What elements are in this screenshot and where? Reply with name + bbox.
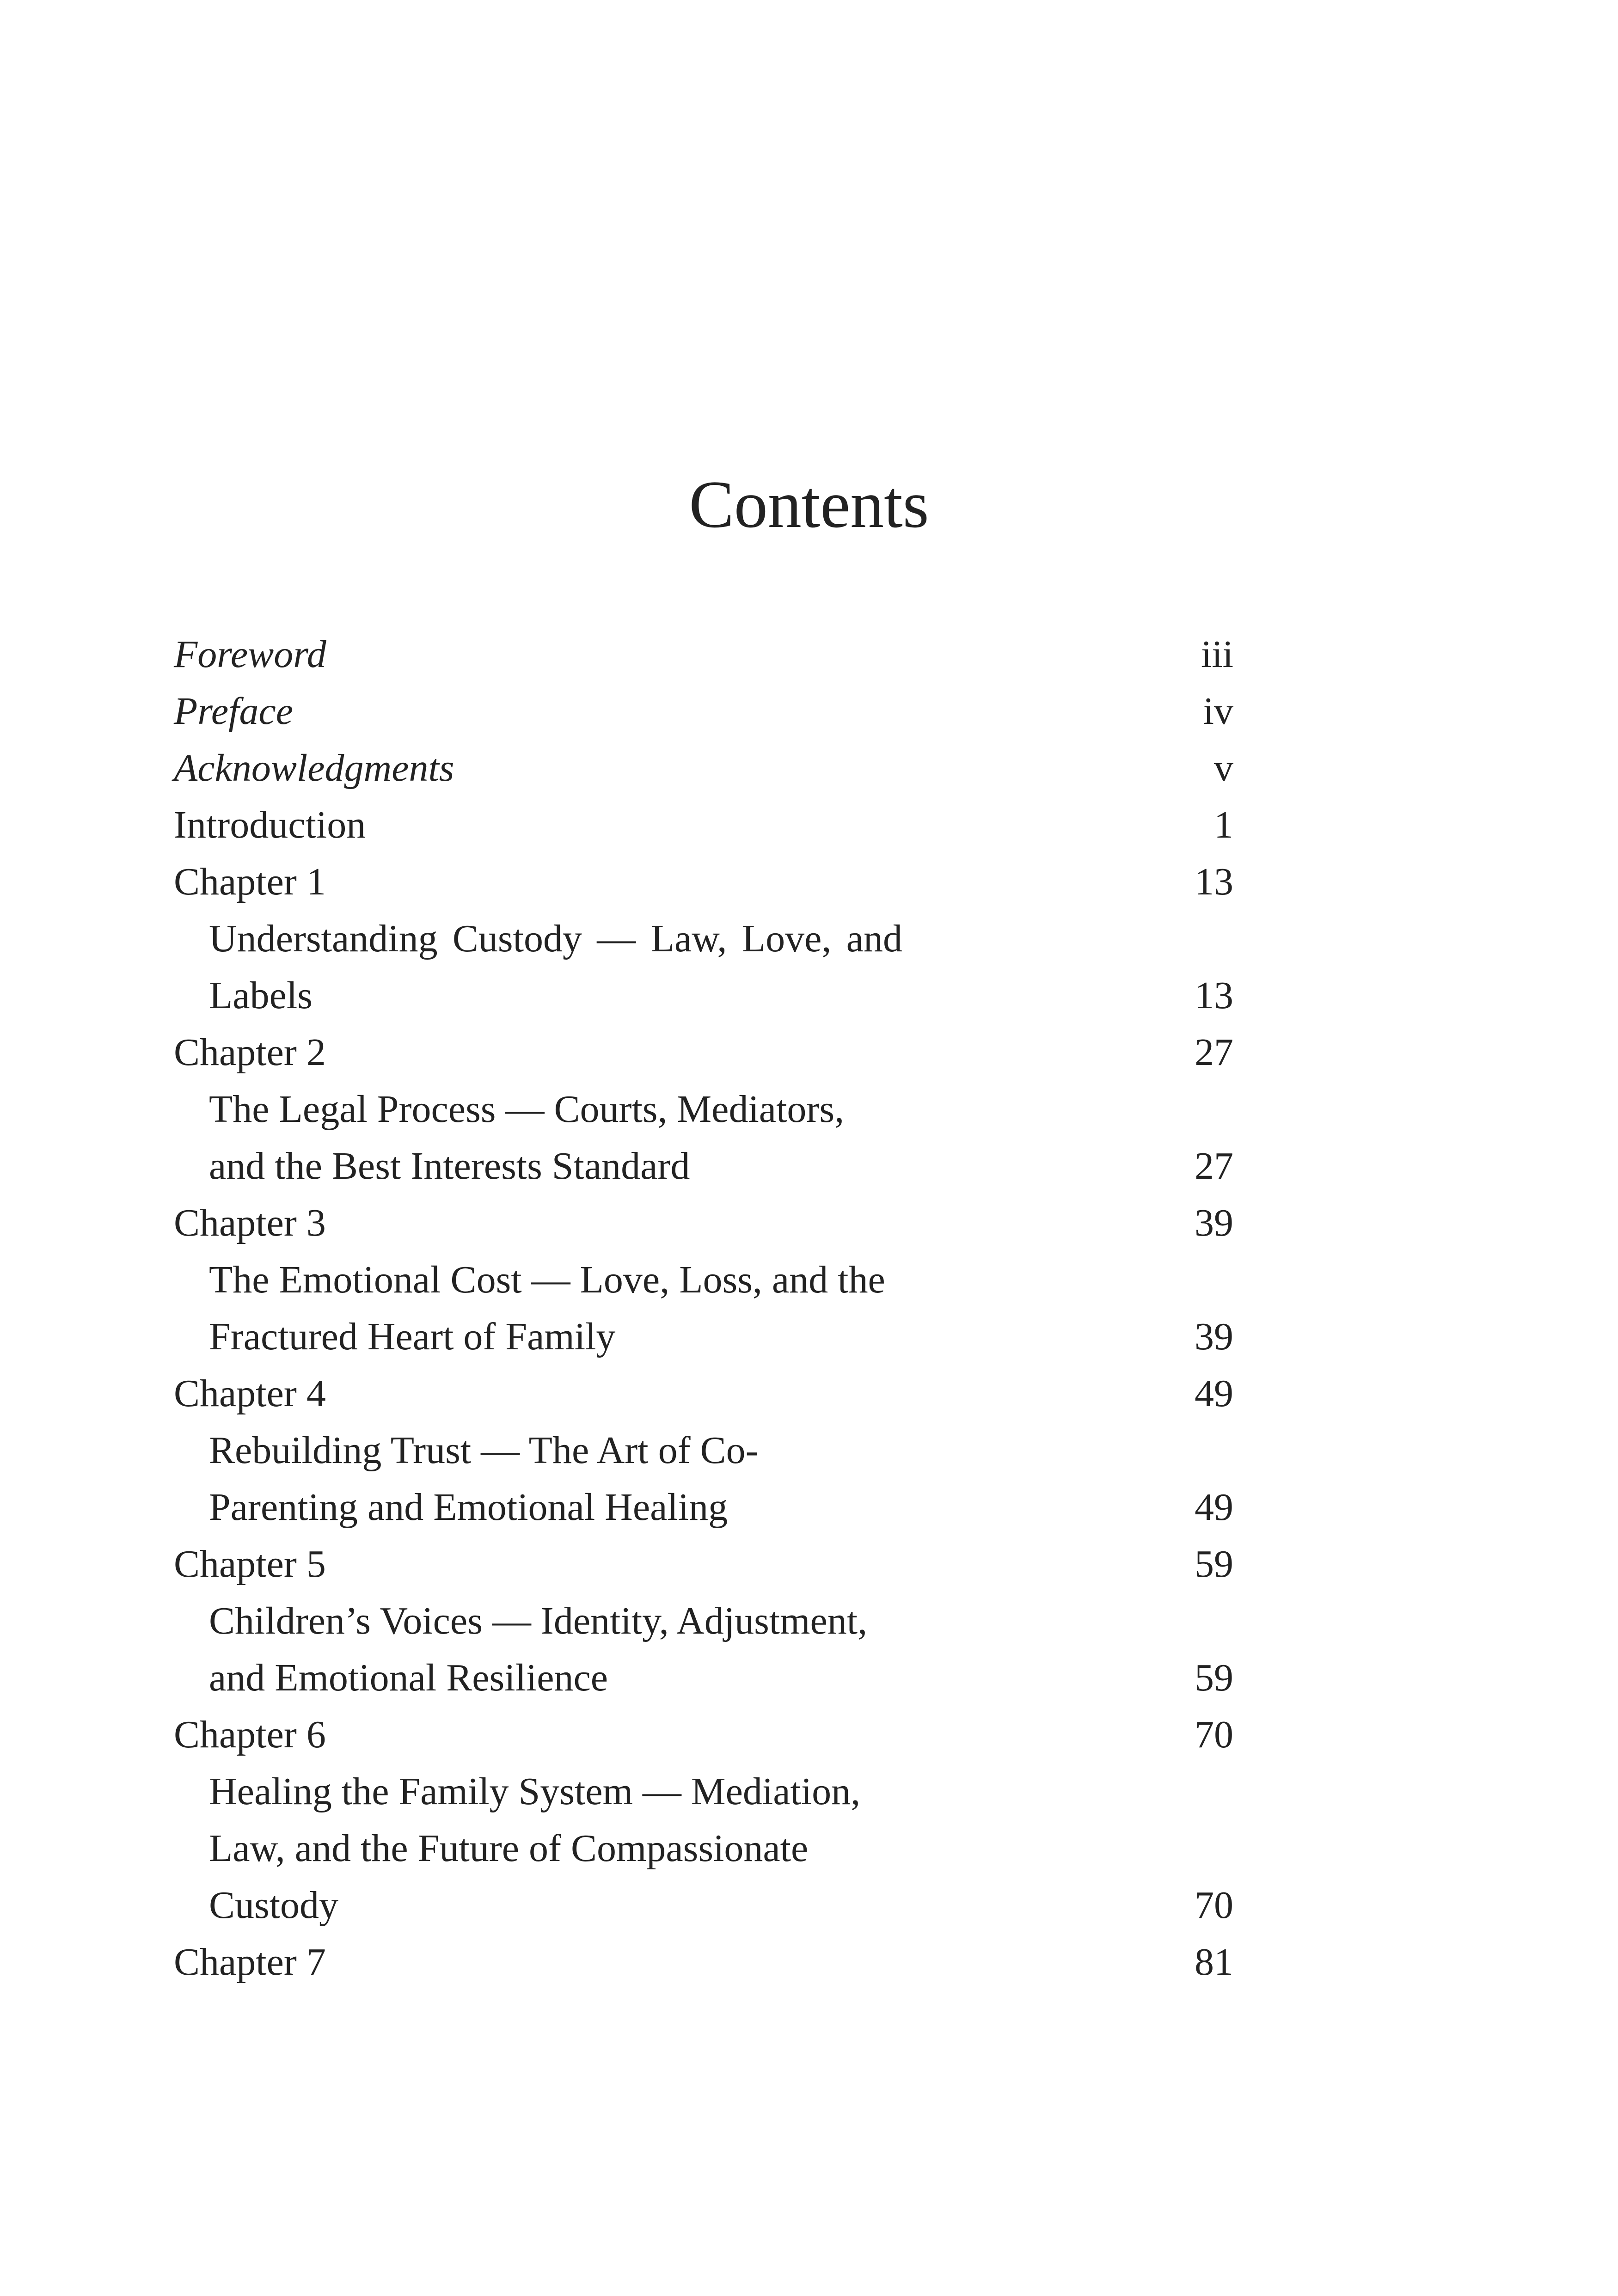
toc-subentry[interactable] — [174, 1081, 1233, 1194]
toc-entry[interactable] — [174, 1706, 1233, 1763]
toc-entry-title — [174, 796, 1178, 853]
toc-entry[interactable] — [174, 1934, 1233, 1990]
toc-page-number: 59 — [1195, 1543, 1233, 1586]
toc-page-number: 13 — [1195, 974, 1233, 1017]
toc-subentry[interactable] — [174, 910, 1233, 1024]
toc-entry-title — [174, 1081, 844, 1194]
toc-entry-title — [174, 1365, 1178, 1422]
toc-subentry[interactable] — [174, 1763, 1233, 1934]
toc-entry-title — [174, 1194, 1178, 1251]
toc-entry-title-line: Healing the Family System — Mediation, — [209, 1770, 861, 1813]
toc-entry-title-line: Acknowledgments — [174, 747, 454, 790]
toc-page-number: 59 — [1195, 1656, 1233, 1699]
toc-entry-title — [174, 1422, 759, 1536]
toc-entry[interactable] — [174, 1536, 1233, 1592]
toc-page-number: 39 — [1195, 1201, 1233, 1244]
toc-subentry[interactable] — [174, 1251, 1233, 1365]
toc-entry-title-line: Chapter 1 — [174, 860, 326, 903]
toc-page-number: 13 — [1195, 860, 1233, 903]
toc-page-number: 27 — [1195, 1145, 1233, 1188]
toc-entry-title — [174, 626, 1178, 683]
toc-entry-title-line: Children’s Voices — Identity, Adjustment, — [209, 1599, 868, 1642]
toc-entry-title-line: Chapter 5 — [174, 1543, 326, 1586]
toc-entry-title-line: Understanding Custody — Law, Love, and Labels — [209, 917, 902, 1017]
toc-entry-title-line: Chapter 4 — [174, 1372, 326, 1415]
table-of-contents — [174, 626, 1233, 1990]
toc-entry-title — [174, 1706, 1178, 1763]
toc-page-number: 27 — [1195, 1031, 1233, 1074]
toc-entry-title — [174, 1251, 885, 1365]
toc-entry-title-line: The Legal Process — Courts, Mediators, — [209, 1088, 845, 1131]
toc-entry-title-line: Rebuilding Trust — The Art of Co- — [209, 1429, 759, 1472]
toc-entry-title — [174, 1024, 1178, 1081]
toc-entry-title — [174, 1934, 1178, 1990]
toc-entry-title — [174, 683, 1178, 740]
toc-entry[interactable] — [174, 626, 1233, 683]
toc-entry[interactable] — [174, 683, 1233, 740]
toc-page-number: 1 — [1214, 803, 1233, 846]
toc-page-number: iii — [1201, 633, 1233, 676]
toc-page-number: iv — [1203, 690, 1233, 733]
toc-entry[interactable] — [174, 740, 1233, 796]
toc-page-number: v — [1214, 747, 1233, 790]
toc-entry[interactable] — [174, 1194, 1233, 1251]
toc-entry-title-line: Introduction — [174, 803, 366, 846]
toc-entry-title — [174, 1592, 867, 1706]
toc-entry-title-line: Custody — [209, 1884, 339, 1927]
toc-entry-title — [174, 1536, 1178, 1592]
toc-entry-title-line: Law, and the Future of Compassionate — [209, 1827, 809, 1870]
toc-entry[interactable] — [174, 1024, 1233, 1081]
toc-entry-title — [174, 910, 902, 1024]
toc-entry-title-line: Chapter 2 — [174, 1031, 326, 1074]
toc-entry-title — [174, 1763, 860, 1934]
toc-page-number: 49 — [1195, 1372, 1233, 1415]
toc-entry-title-line: Fractured Heart of Family — [209, 1315, 616, 1358]
toc-entry-title — [174, 740, 1178, 796]
toc-entry-title-line: Chapter 6 — [174, 1713, 326, 1756]
toc-page-number: 70 — [1195, 1713, 1233, 1756]
toc-page-number: 49 — [1195, 1486, 1233, 1529]
toc-subentry[interactable] — [174, 1422, 1233, 1536]
toc-entry-title — [174, 853, 1178, 910]
toc-entry[interactable] — [174, 853, 1233, 910]
toc-entry-title-line: Parenting and Emotional Healing — [209, 1486, 728, 1529]
toc-entry-title-line: and the Best Interests Standard — [209, 1145, 690, 1188]
toc-entry-title-line: Foreword — [174, 633, 326, 676]
toc-subentry[interactable] — [174, 1592, 1233, 1706]
toc-entry-title-line: Preface — [174, 690, 294, 733]
toc-entry-title-line: The Emotional Cost — Love, Loss, and the — [209, 1258, 885, 1301]
toc-page-number: 70 — [1195, 1884, 1233, 1927]
toc-page-number: 81 — [1195, 1941, 1233, 1984]
toc-entry[interactable] — [174, 1365, 1233, 1422]
toc-entry-title-line: Chapter 7 — [174, 1941, 326, 1984]
toc-entry-title-line: Chapter 3 — [174, 1201, 326, 1244]
page-title: Contents — [689, 467, 929, 542]
toc-entry[interactable] — [174, 796, 1233, 853]
toc-page-number: 39 — [1195, 1315, 1233, 1358]
toc-entry-title-line: and Emotional Resilience — [209, 1656, 608, 1699]
